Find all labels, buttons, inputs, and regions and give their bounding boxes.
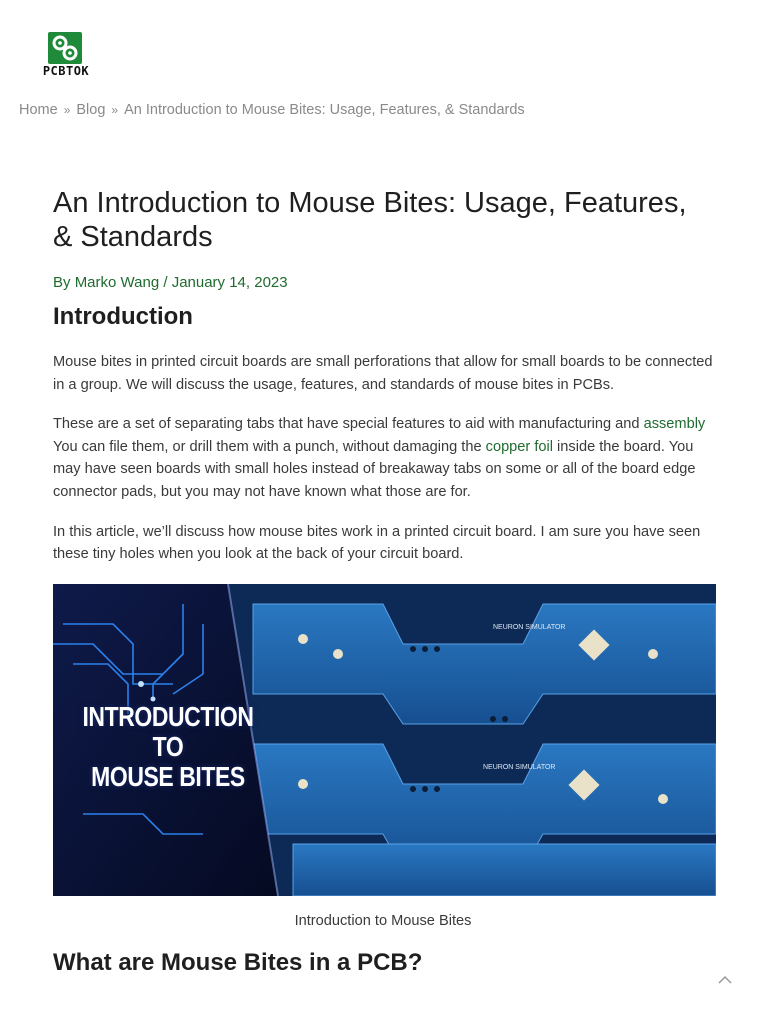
paragraph-1: Mouse bites in printed circuit boards are small perforations that allow for small boards to be connected in a group. We will discuss the usage, features, and standards of mouse bites in PCBs. xyxy=(53,354,713,393)
author-link[interactable]: Marko Wang xyxy=(74,274,160,291)
paragraph-3: In this article, we’ll discuss how mouse bites work in a printed circuit board. I am sure you have seen these tiny holes when you look at the back of your circuit board. xyxy=(53,523,701,563)
section-heading-introduction: Introduction xyxy=(53,303,193,330)
site-logo[interactable] xyxy=(34,31,98,79)
breadcrumb-home[interactable]: Home xyxy=(19,102,58,118)
overlay-line-1: INTRODUCTION TO xyxy=(82,700,254,762)
featured-image xyxy=(53,584,716,896)
image-caption: Introduction to Mouse Bites xyxy=(294,912,472,929)
breadcrumb-current: An Introduction to Mouse Bites: Usage, Features, & Standards xyxy=(124,102,525,118)
meta-by: By xyxy=(53,274,71,291)
paragraph-2-text-b: You can file them, or drill them with a punch, without damaging the xyxy=(53,438,486,455)
logo-text: PCBTOK xyxy=(42,64,90,78)
post-date-link[interactable]: January 14, 2023 xyxy=(171,274,288,291)
paragraph-2 xyxy=(53,413,713,503)
scroll-to-top-button[interactable] xyxy=(714,972,736,994)
assembly-link[interactable]: assembly xyxy=(643,416,706,433)
overlay-line-2: MOUSE BITES xyxy=(91,760,245,792)
paragraph-2-text-a: These are a set of separating tabs that have special features to aid with manufacturing and xyxy=(53,416,644,433)
copper-foil-link[interactable]: copper foil xyxy=(485,438,553,455)
image-overlay-title xyxy=(74,702,263,792)
meta-separator: / xyxy=(163,274,168,291)
breadcrumb xyxy=(19,102,525,118)
svg-text:NEURON SIMULATOR: NEURON SIMULATOR xyxy=(493,623,566,631)
breadcrumb-separator: » xyxy=(111,103,119,117)
paragraph-2-text-c: inside the board. You may have seen boards with small holes instead of breakaway tabs on some or all of the board edge connector pads, but you may not have known what those are for. xyxy=(53,438,696,500)
svg-text:NEURON SIMULATOR: NEURON SIMULATOR xyxy=(483,763,556,771)
section-heading-what-are-mouse-bites: What are Mouse Bites in a PCB? xyxy=(53,948,423,976)
article xyxy=(53,186,713,977)
breadcrumb-blog[interactable]: Blog xyxy=(76,102,106,118)
post-meta xyxy=(53,274,713,291)
breadcrumb-separator: » xyxy=(63,103,71,117)
page-title: An Introduction to Mouse Bites: Usage, Features, & Standards xyxy=(53,187,687,253)
chevron-up-icon xyxy=(718,975,732,985)
